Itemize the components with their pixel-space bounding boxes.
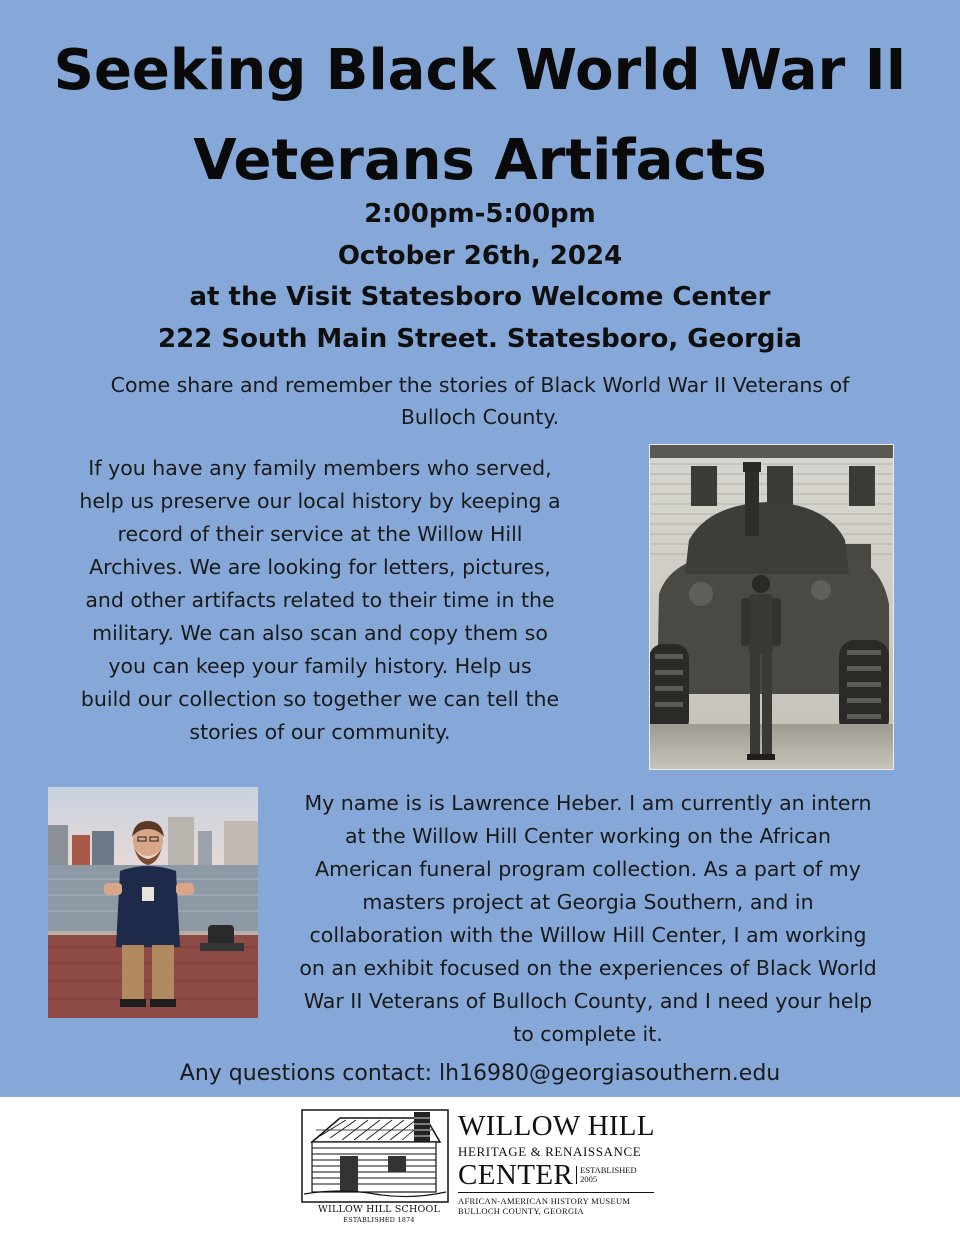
paragraph-line: help us preserve our local history by keeping a <box>79 489 561 513</box>
event-details <box>20 194 940 360</box>
paragraph-line: masters project at Georgia Southern, and in <box>362 890 814 914</box>
paragraph-line: military. We can also scan and copy them so <box>92 621 548 645</box>
event-time: 2:00pm-5:00pm <box>364 199 596 229</box>
intro-text <box>60 369 900 433</box>
logo-heritage: HERITAGE & RENAISSANCE <box>458 1144 642 1159</box>
paragraph-line: to complete it. <box>513 1022 663 1046</box>
intern-introduction-paragraph <box>266 787 910 1051</box>
paragraph-line: stories of our community. <box>189 720 451 744</box>
paragraph-line: collaboration with the Willow Hill Center, I am working <box>309 923 867 947</box>
veteran-tank-photo <box>649 444 894 770</box>
intro-line: Come share and remember the stories of Black World War II Veterans of <box>110 373 850 397</box>
logo-willow-hill: WILLOW HILL <box>458 1110 655 1142</box>
logo-center: CENTER <box>458 1159 574 1191</box>
paragraph-line: you can keep your family history. Help us <box>108 654 532 678</box>
logo-museum-line: AFRICAN-AMERICAN HISTORY MUSEUM <box>458 1196 631 1206</box>
event-address: 222 South Main Street. Statesboro, Georgia <box>158 323 802 354</box>
paragraph-line: and other artifacts related to their time in the <box>85 588 555 612</box>
logo-established-year: 2005 <box>580 1174 598 1184</box>
paragraph-line: record of their service at the Willow Hill <box>117 522 523 546</box>
cabin-drawing <box>300 1108 450 1204</box>
flyer-title <box>20 26 940 206</box>
event-venue: at the Visit Statesboro Welcome Center <box>189 282 771 312</box>
intern-photo <box>48 787 258 1018</box>
cabin-logo-icon <box>300 1108 450 1232</box>
logo-county-line: BULLOCH COUNTY, GEORGIA <box>458 1206 584 1216</box>
paragraph-line: My name is is Lawrence Heber. I am currently an intern <box>304 791 872 815</box>
willow-hill-logo <box>300 1108 660 1232</box>
school-name: WILLOW HILL SCHOOL <box>318 1204 440 1215</box>
paragraph-line: American funeral program collection. As a part of my <box>315 857 861 881</box>
paragraph-line: at the Willow Hill Center working on the African <box>344 824 832 848</box>
school-established: ESTABLISHED 1874 <box>343 1216 415 1224</box>
paragraph-line: Archives. We are looking for letters, pictures, <box>89 555 551 579</box>
title-line-2: Veterans Artifacts <box>193 128 767 193</box>
intro-line: Bulloch County. <box>400 405 560 429</box>
logo-center-row <box>458 1160 658 1190</box>
paragraph-line: build our collection so together we can tell the <box>80 687 560 711</box>
paragraph-line: on an exhibit focused on the experiences of Black World <box>299 956 877 980</box>
paragraph-line: If you have any family members who served, <box>88 456 552 480</box>
paragraph-line: War II Veterans of Bulloch County, and I need your help <box>303 989 873 1013</box>
contact-line: Any questions contact: lh16980@georgiasouthern.edu <box>179 1061 781 1086</box>
logo-established-word: ESTABLISHED <box>580 1165 637 1175</box>
logo-established <box>576 1166 636 1184</box>
veteran-tank-illustration <box>649 444 894 770</box>
event-date: October 26th, 2024 <box>337 240 623 271</box>
title-line-1: Seeking Black World War II <box>53 38 907 103</box>
logo-wordmark <box>458 1108 658 1216</box>
artifacts-request-paragraph <box>48 452 592 749</box>
logo-museum <box>458 1192 654 1216</box>
school-caption <box>314 1204 444 1226</box>
intern-illustration <box>48 787 258 1018</box>
